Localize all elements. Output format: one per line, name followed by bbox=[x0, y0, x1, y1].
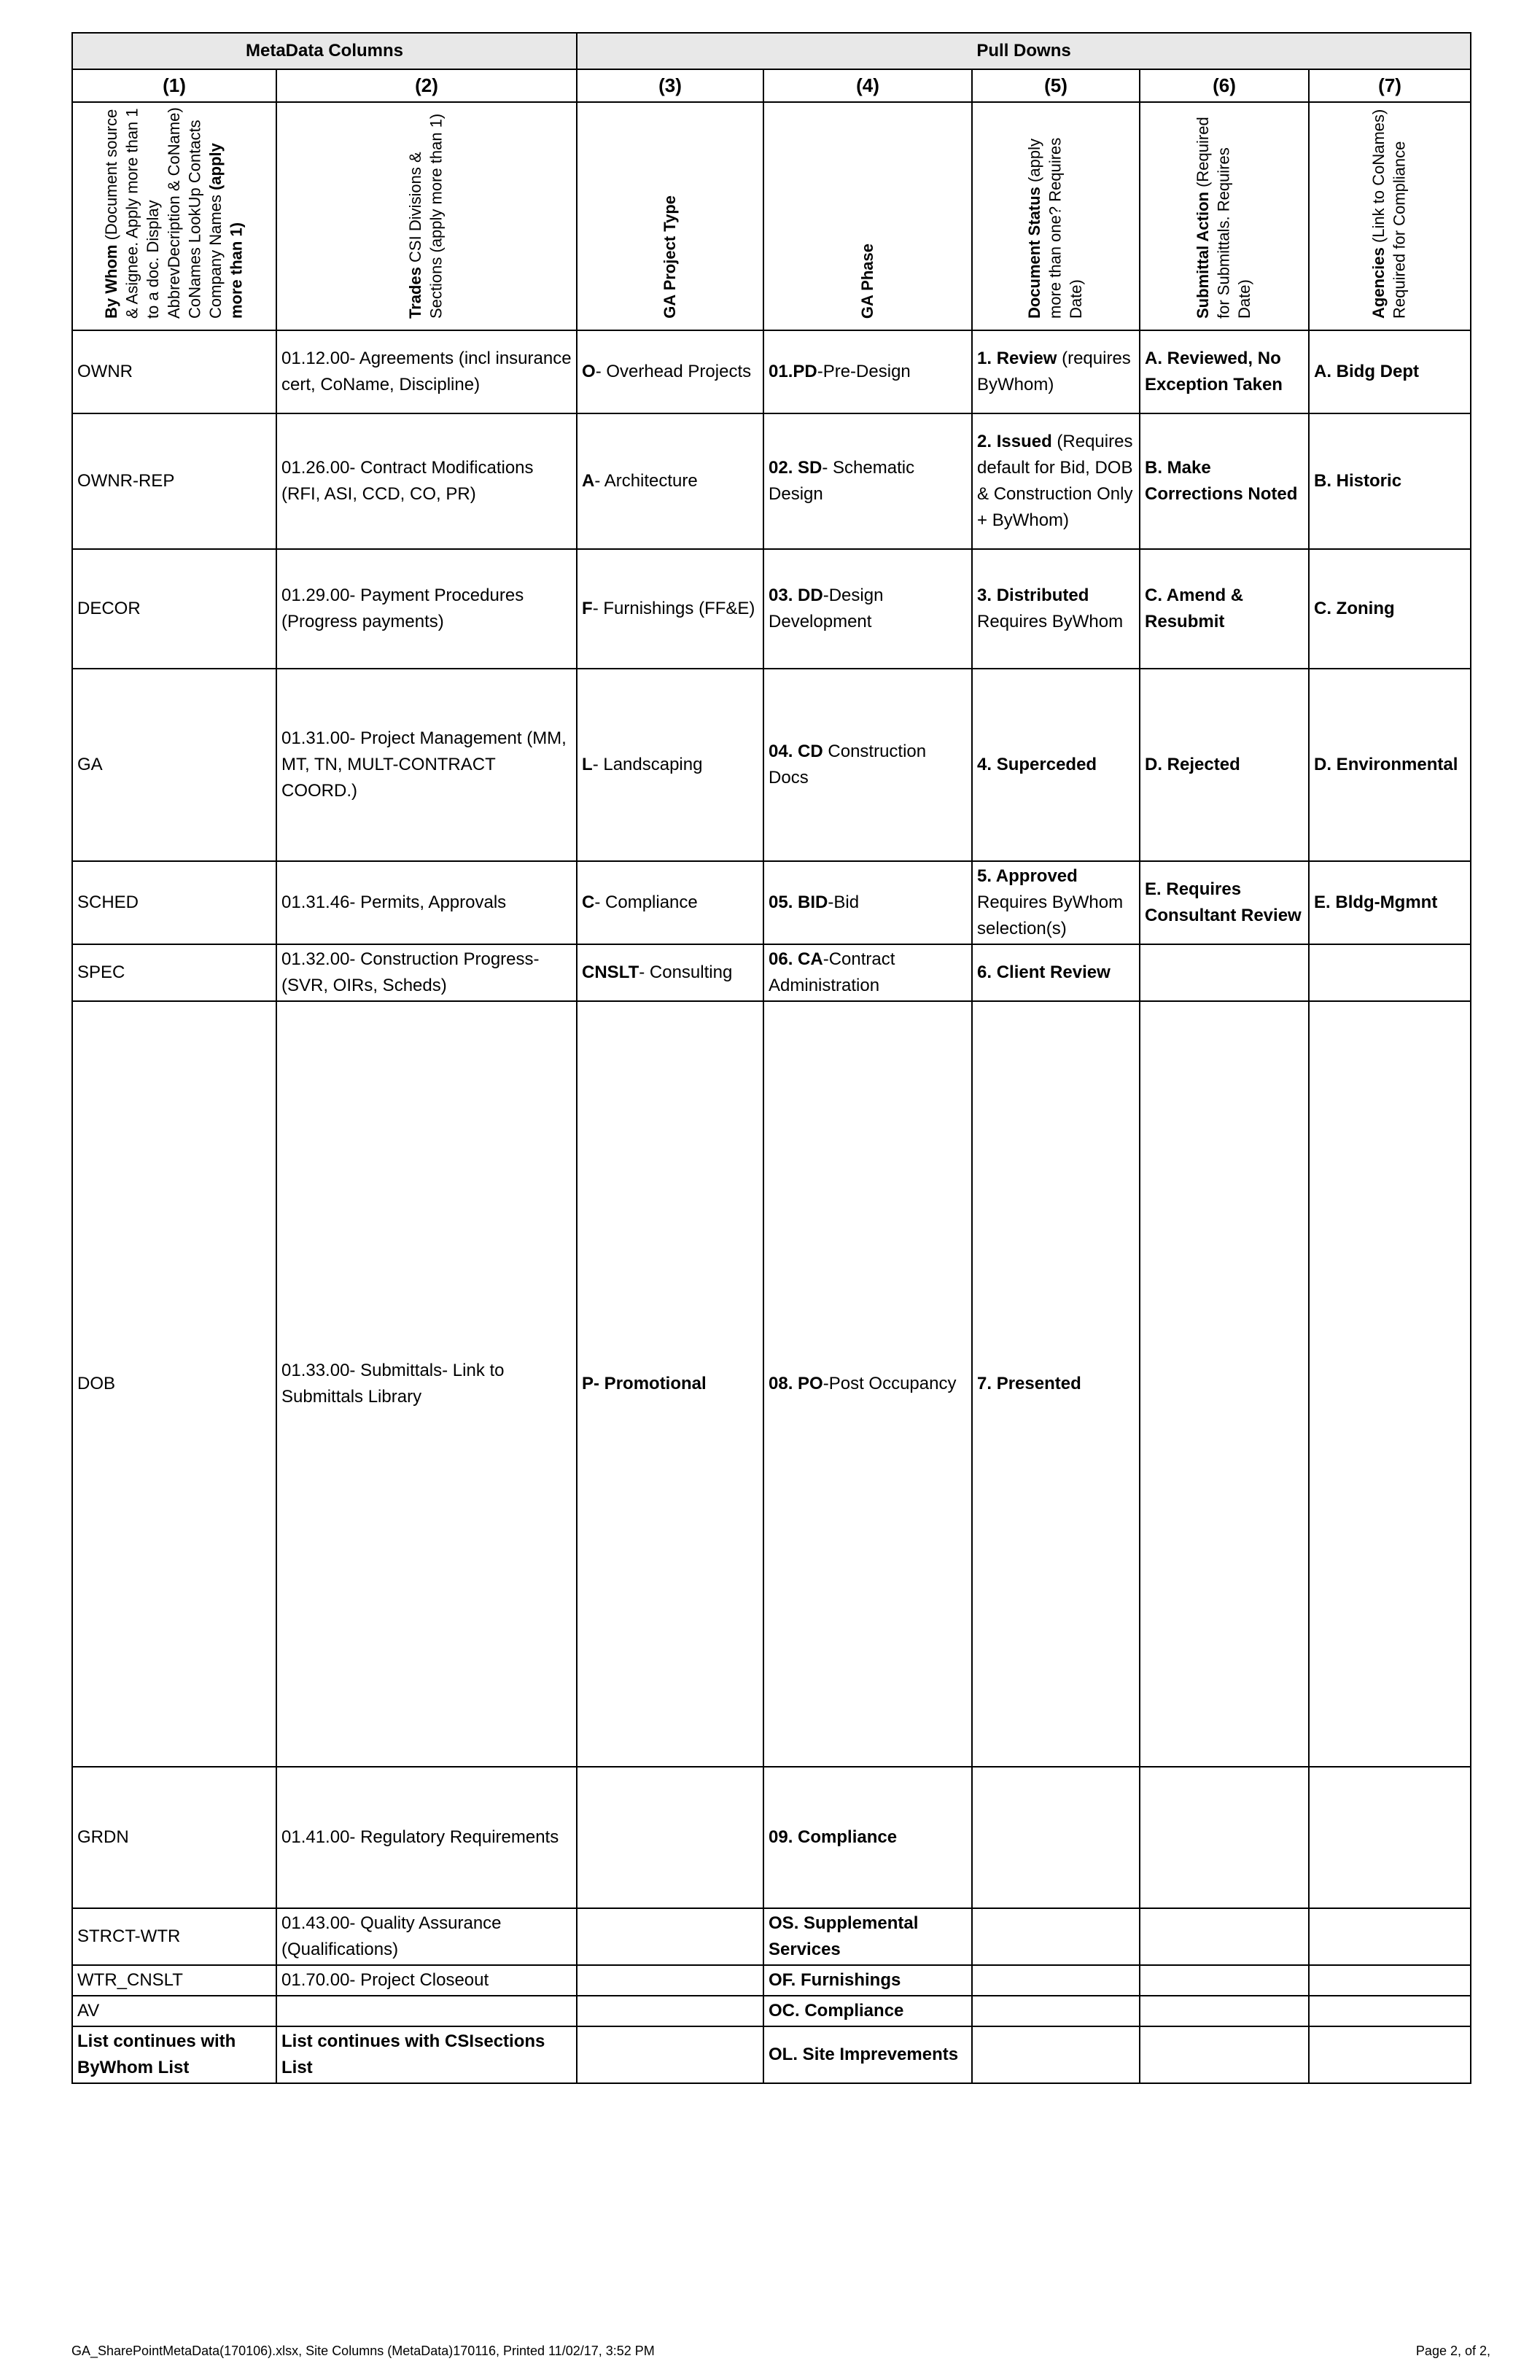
cell-by-whom: SPEC bbox=[72, 944, 276, 1001]
col-number-3: (3) bbox=[577, 69, 763, 102]
cell-by-whom: SCHED bbox=[72, 861, 276, 944]
cell-by-whom: OWNR bbox=[72, 330, 276, 413]
cell-project-type: F- Furnishings (FF&E) bbox=[577, 549, 763, 669]
col-number-4: (4) bbox=[763, 69, 972, 102]
table-row bbox=[72, 413, 1471, 549]
table-row bbox=[72, 669, 1471, 861]
cell-document-status: 5. Approved Requires ByWhom selection(s) bbox=[972, 861, 1140, 944]
cell-agency: E. Bldg-Mgmnt bbox=[1309, 861, 1471, 944]
cell-trades: 01.43.00- Quality Assurance (Qualifications) bbox=[276, 1908, 577, 1965]
cell-submittal-action: E. Requires Consultant Review bbox=[1140, 861, 1309, 944]
cell-phase: 01.PD-Pre-Design bbox=[763, 330, 972, 413]
cell-document-status: 7. Presented bbox=[972, 1001, 1140, 1767]
cell-document-status: 6. Client Review bbox=[972, 944, 1140, 1001]
cell-project-type bbox=[577, 2026, 763, 2083]
table-row bbox=[72, 2026, 1471, 2083]
cell-submittal-action bbox=[1140, 944, 1309, 1001]
table-row bbox=[72, 1767, 1471, 1908]
column-number-row bbox=[72, 69, 1471, 102]
header-phase: GA Phase bbox=[763, 102, 972, 330]
table-row bbox=[72, 1001, 1471, 1767]
header-submittal-action: Submittal Action (Required for Submittals. Requires Date) bbox=[1140, 102, 1309, 330]
group-metadata-columns: MetaData Columns bbox=[72, 33, 577, 69]
cell-phase: 03. DD-Design Development bbox=[763, 549, 972, 669]
cell-agency: B. Historic bbox=[1309, 413, 1471, 549]
cell-phase: OF. Furnishings bbox=[763, 1965, 972, 1996]
cell-trades: 01.32.00- Construction Progress- (SVR, OIRs, Scheds) bbox=[276, 944, 577, 1001]
cell-by-whom: AV bbox=[72, 1996, 276, 2026]
col-number-5: (5) bbox=[972, 69, 1140, 102]
header-trades: Trades CSI Divisions & Sections (apply more than 1) bbox=[276, 102, 577, 330]
table-row bbox=[72, 944, 1471, 1001]
cell-by-whom: DECOR bbox=[72, 549, 276, 669]
footer-page-number: Page 2, of 2, bbox=[1415, 2344, 1490, 2358]
cell-submittal-action: B. Make Corrections Noted bbox=[1140, 413, 1309, 549]
cell-agency: D. Environmental bbox=[1309, 669, 1471, 861]
cell-by-whom: List continues with ByWhom List bbox=[72, 2026, 276, 2083]
cell-document-status: 4. Superceded bbox=[972, 669, 1140, 861]
cell-project-type: CNSLT- Consulting bbox=[577, 944, 763, 1001]
col-number-6: (6) bbox=[1140, 69, 1309, 102]
header-document-status: Document Status (apply more than one? Requires Date) bbox=[972, 102, 1140, 330]
cell-phase: 04. CD Construction Docs bbox=[763, 669, 972, 861]
col-number-1: (1) bbox=[72, 69, 276, 102]
cell-by-whom: GA bbox=[72, 669, 276, 861]
cell-trades: 01.31.46- Permits, Approvals bbox=[276, 861, 577, 944]
cell-project-type: O- Overhead Projects bbox=[577, 330, 763, 413]
cell-document-status bbox=[972, 1996, 1140, 2026]
cell-project-type bbox=[577, 1965, 763, 1996]
cell-document-status: 1. Review (requires ByWhom) bbox=[972, 330, 1140, 413]
cell-agency bbox=[1309, 1767, 1471, 1908]
cell-document-status: 3. Distributed Requires ByWhom bbox=[972, 549, 1140, 669]
cell-trades: 01.26.00- Contract Modifications (RFI, ASI, CCD, CO, PR) bbox=[276, 413, 577, 549]
cell-trades bbox=[276, 1996, 577, 2026]
metadata-table bbox=[71, 32, 1471, 2084]
cell-phase: OC. Compliance bbox=[763, 1996, 972, 2026]
cell-document-status: 2. Issued (Requires default for Bid, DOB & Construction Only + ByWhom) bbox=[972, 413, 1140, 549]
cell-project-type bbox=[577, 1908, 763, 1965]
table-row bbox=[72, 1908, 1471, 1965]
cell-phase: 05. BID-Bid bbox=[763, 861, 972, 944]
cell-agency bbox=[1309, 1965, 1471, 1996]
cell-submittal-action bbox=[1140, 1965, 1309, 1996]
col-number-2: (2) bbox=[276, 69, 577, 102]
col-number-7: (7) bbox=[1309, 69, 1471, 102]
cell-submittal-action bbox=[1140, 1001, 1309, 1767]
table-row bbox=[72, 1965, 1471, 1996]
table-row bbox=[72, 549, 1471, 669]
header-agencies: Agencies (Link to CoNames) Required for Compliance bbox=[1309, 102, 1471, 330]
cell-document-status bbox=[972, 2026, 1140, 2083]
cell-trades: 01.31.00- Project Management (MM, MT, TN, MULT-CONTRACT COORD.) bbox=[276, 669, 577, 861]
cell-phase: OL. Site Imprevements bbox=[763, 2026, 972, 2083]
cell-by-whom: WTR_CNSLT bbox=[72, 1965, 276, 1996]
cell-agency bbox=[1309, 1908, 1471, 1965]
table-row bbox=[72, 330, 1471, 413]
cell-agency bbox=[1309, 944, 1471, 1001]
cell-agency bbox=[1309, 1996, 1471, 2026]
cell-submittal-action: D. Rejected bbox=[1140, 669, 1309, 861]
group-pull-downs: Pull Downs bbox=[577, 33, 1471, 69]
cell-agency bbox=[1309, 1001, 1471, 1767]
cell-project-type: L- Landscaping bbox=[577, 669, 763, 861]
cell-project-type bbox=[577, 1996, 763, 2026]
cell-agency bbox=[1309, 2026, 1471, 2083]
cell-phase: 02. SD- Schematic Design bbox=[763, 413, 972, 549]
cell-document-status bbox=[972, 1908, 1140, 1965]
cell-project-type: P- Promotional bbox=[577, 1001, 763, 1767]
cell-submittal-action bbox=[1140, 1908, 1309, 1965]
cell-trades: List continues with CSIsections List bbox=[276, 2026, 577, 2083]
cell-phase: 09. Compliance bbox=[763, 1767, 972, 1908]
cell-submittal-action bbox=[1140, 2026, 1309, 2083]
table-row bbox=[72, 1996, 1471, 2026]
group-header-row bbox=[72, 33, 1471, 69]
cell-phase: 06. CA-Contract Administration bbox=[763, 944, 972, 1001]
cell-document-status bbox=[972, 1767, 1140, 1908]
cell-project-type bbox=[577, 1767, 763, 1908]
cell-by-whom: DOB bbox=[72, 1001, 276, 1767]
column-header-row bbox=[72, 102, 1471, 330]
cell-by-whom: OWNR-REP bbox=[72, 413, 276, 549]
cell-agency: A. Bidg Dept bbox=[1309, 330, 1471, 413]
table-row bbox=[72, 861, 1471, 944]
cell-trades: 01.29.00- Payment Procedures (Progress payments) bbox=[276, 549, 577, 669]
cell-submittal-action bbox=[1140, 1996, 1309, 2026]
header-by-whom: By Whom (Document source & Asignee. Apply more than 1 to a doc. Display AbbrevDecription & CoName) CoNames LookUp Contacts Company Names (apply more than 1) bbox=[72, 102, 276, 330]
cell-trades: 01.70.00- Project Closeout bbox=[276, 1965, 577, 1996]
cell-document-status bbox=[972, 1965, 1140, 1996]
cell-trades: 01.12.00- Agreements (incl insurance cert, CoName, Discipline) bbox=[276, 330, 577, 413]
cell-phase: OS. Supplemental Services bbox=[763, 1908, 972, 1965]
cell-submittal-action bbox=[1140, 1767, 1309, 1908]
cell-trades: 01.33.00- Submittals- Link to Submittals Library bbox=[276, 1001, 577, 1767]
cell-by-whom: STRCT-WTR bbox=[72, 1908, 276, 1965]
header-project-type: GA Project Type bbox=[577, 102, 763, 330]
cell-project-type: C- Compliance bbox=[577, 861, 763, 944]
cell-trades: 01.41.00- Regulatory Requirements bbox=[276, 1767, 577, 1908]
cell-phase: 08. PO-Post Occupancy bbox=[763, 1001, 972, 1767]
cell-submittal-action: C. Amend & Resubmit bbox=[1140, 549, 1309, 669]
cell-by-whom: GRDN bbox=[72, 1767, 276, 1908]
cell-agency: C. Zoning bbox=[1309, 549, 1471, 669]
footer-file-info: GA_SharePointMetaData(170106).xlsx, Site Columns (MetaData)170116, Printed 11/02/17, 3:52 PM bbox=[71, 2344, 655, 2358]
cell-project-type: A- Architecture bbox=[577, 413, 763, 549]
cell-submittal-action: A. Reviewed, No Exception Taken bbox=[1140, 330, 1309, 413]
